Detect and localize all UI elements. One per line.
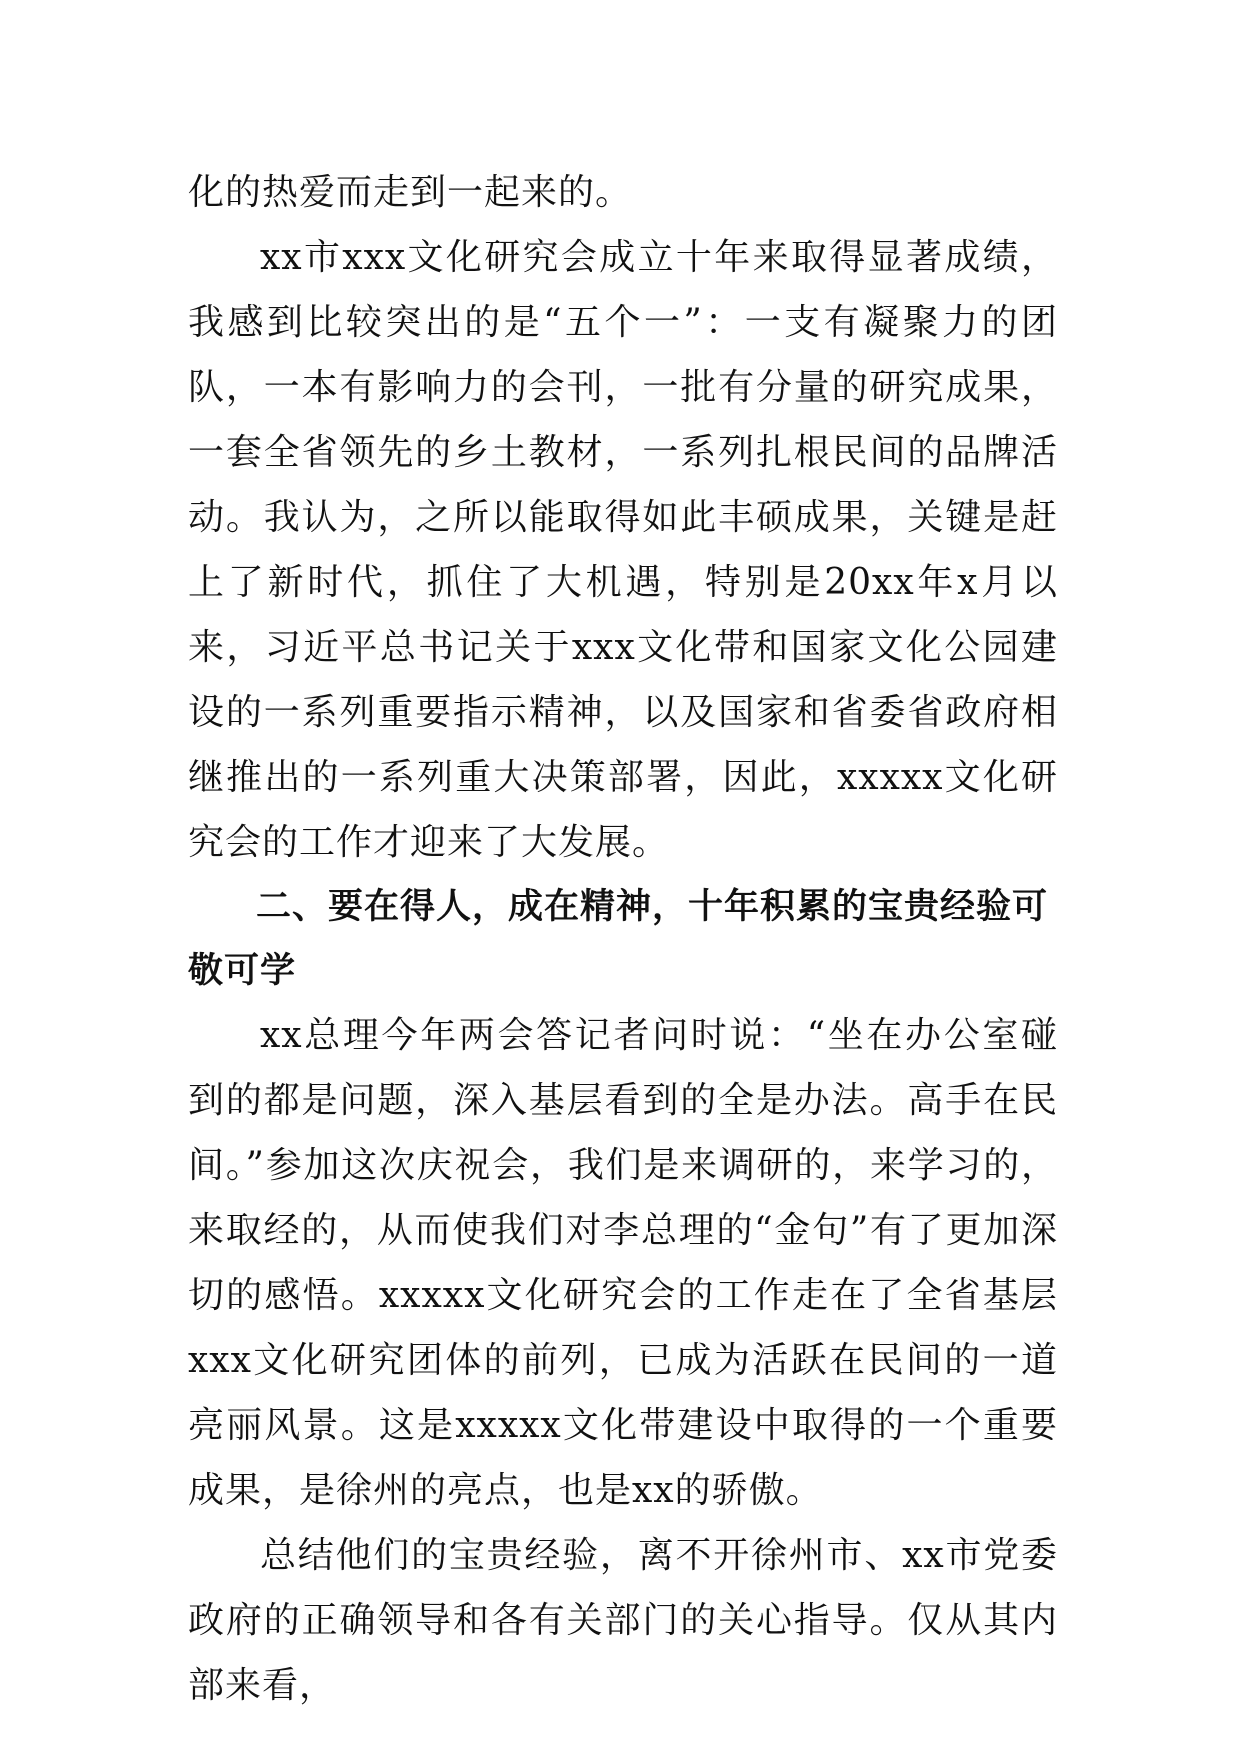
paragraph-experience-summary: 总结他们的宝贵经验，离不开徐州市、xx市党委政府的正确领导和各有关部门的关心指导。仅从其内部来看， xyxy=(188,1535,1058,1706)
section-heading-two: 二、要在得人，成在精神，十年积累的宝贵经验可敬可学 xyxy=(188,887,1049,991)
paragraph-premier-quote: xx总理今年两会答记者问时说：“坐在办公室碰到的都是问题，深入基层看到的全是办法。高手在民间。”参加这次庆祝会，我们是来调研的，来学习的，来取经的，从而使我们对李总理的“金句”有了更加深切的感悟。xxxxx文化研究会的工作走在了全省基层xxx文化研究团体的前列，已成为活跃在民间的一道亮丽风景。这是xxxxx文化带建设中取得的一个重要成果，是徐州的亮点，也是xx的骄傲。 xyxy=(188,1015,1058,1511)
document-body xyxy=(188,160,1058,1718)
paragraph-achievements: xx市xxx文化研究会成立十年来取得显著成绩，我感到比较突出的是“五个一”：一支有凝聚力的团队，一本有影响力的会刊，一批有分量的研究成果，一套全省领先的乡土教材，一系列扎根民间的品牌活动。我认为，之所以能取得如此丰硕成果，关键是赶上了新时代，抓住了大机遇，特别是20xx年x月以来，习近平总书记关于xxx文化带和国家文化公园建设的一系列重要指示精神，以及国家和省委省政府相继推出的一系列重大决策部署，因此，xxxxx文化研究会的工作才迎来了大发展。 xyxy=(188,237,1058,863)
paragraph-continuation: 化的热爱而走到一起来的。 xyxy=(188,172,633,213)
